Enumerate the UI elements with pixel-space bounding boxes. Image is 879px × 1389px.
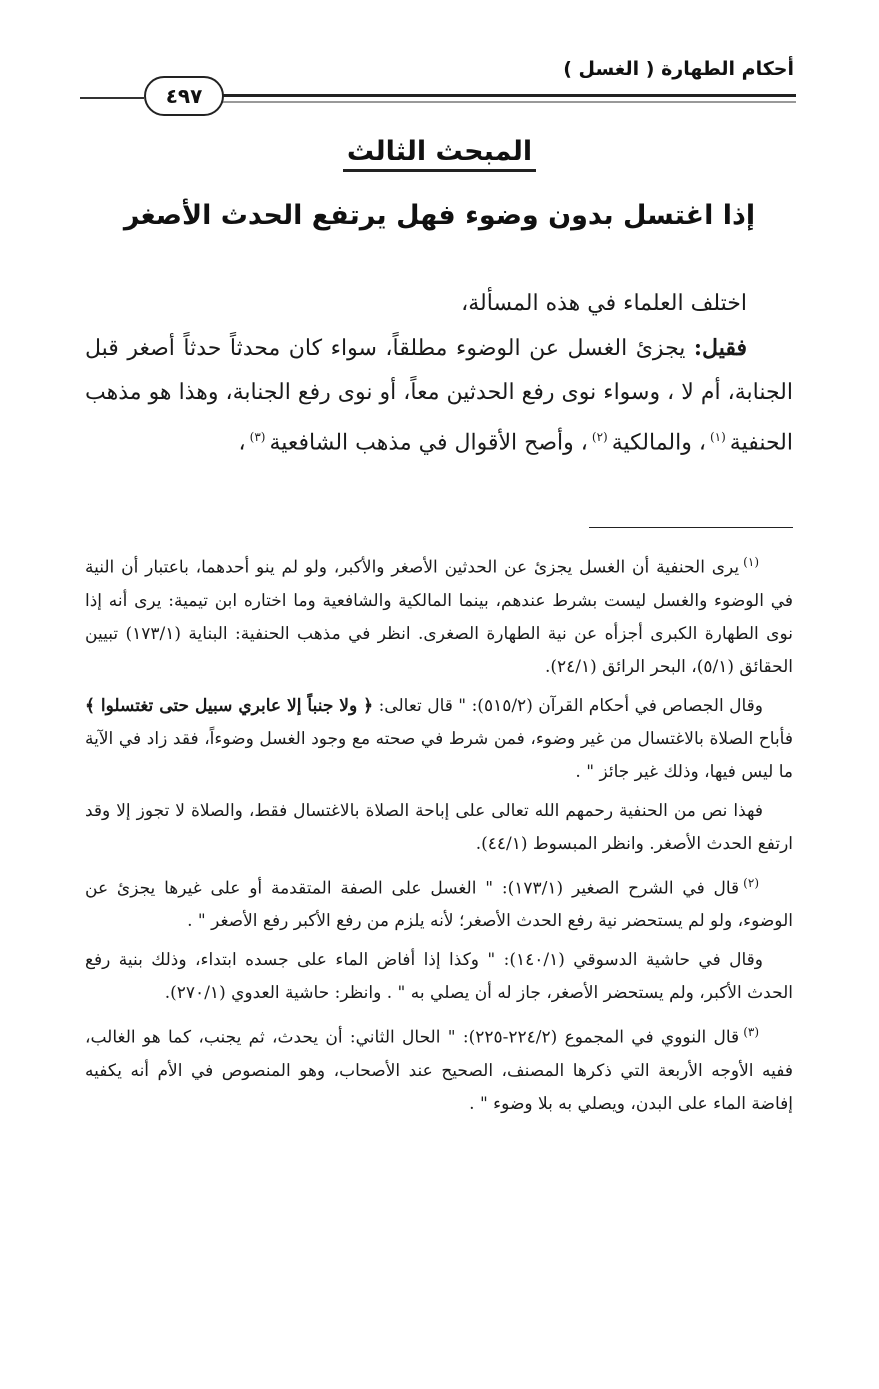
header-rule bbox=[218, 94, 796, 97]
footnote-1-paragraph bbox=[85, 690, 793, 789]
page-number: ٤٩٧ bbox=[144, 76, 224, 116]
footnote-separator bbox=[589, 527, 793, 528]
section-title: إذا اغتسل بدون وضوء فهل يرتفع الحدث الأصغر bbox=[123, 200, 756, 231]
footnote-1-paragraph: فهذا نص من الحنفية رحمهم الله تعالى على إباحة الصلاة بالاغتسال فقط، والصلاة لا تجوز إلا وقد ارتفع الحدث الأصغر. وانظر المبسوط (٤٤/١). bbox=[85, 800, 793, 854]
intro-paragraph: اختلف العلماء في هذه المسألة، bbox=[461, 291, 747, 316]
footnote-text: فأباح الصلاة بالاغتسال من غير وضوء، فمن شرط في صحته مع وجود الغسل وضوءاً، فقد زاد في الآية ما ليس فيها، وذلك غير جائز " . bbox=[85, 728, 793, 782]
paragraph-text: ، والمالكية bbox=[611, 430, 706, 456]
quran-quote: ﴿ ولا جنباً إلا عابري سبيل حتى تغتسلوا ﴾ bbox=[85, 695, 374, 716]
paragraph-text: ، وأصح الأقوال في مذهب الشافعية bbox=[269, 430, 588, 456]
chapter-title-text: المبحث الثالث bbox=[343, 136, 536, 172]
running-title: أحكام الطهارة ( الغسل ) bbox=[563, 58, 794, 80]
footnote-text: قال النووي في المجموع (٢٢٤/٢-٢٢٥): " الحال الثاني: أن يحدث، ثم يجنب، كما هو الغالب، ففيه الأوجه الأربعة التي ذكرها المصنف، الصحيح عند الأصحاب، وهو المنصوص في الأم أنه يكفيه إفاضة الماء على البدن، ويصلي به بلا وضوء " . bbox=[85, 1027, 793, 1114]
footnote-2-paragraph: وقال في حاشية الدسوقي (١٤٠/١): " وكذا إذا أفاض الماء على جسده ابتداء، وذلك بنية رفع الحدث الأكبر، ولم يستحضر الأصغر، جاز له أن يصلي به " . وانظر: حاشية العدوي (٢٧٠/١). bbox=[85, 950, 793, 1004]
footnote-marker-3: (٣) bbox=[743, 1025, 760, 1040]
opinion-lead: فقيل: bbox=[693, 335, 747, 361]
header-rule-secondary bbox=[218, 101, 796, 103]
footnote-text: يرى الحنفية أن الغسل يجزئ عن الحدثين الأصغر والأكبر، ولو لم ينو أحدهما، باعتبار أن النية في الوضوء والغسل ليست بشرط عندهم، بينما المالكية والشافعية وما اختاره ابن تيمية: يرى أنه إذا نوى الطهارة الكبرى أجزأه عن نية الطهارة الصغرى. انظر في مذهب الحنفية: البناية (١٧٣/١) تبيين الحقائق (٥/١)، البحر الرائق (٢٤/١). bbox=[85, 557, 793, 677]
footnote-3 bbox=[85, 1016, 793, 1121]
footnote-marker-1: (١) bbox=[743, 555, 759, 569]
footnotes bbox=[85, 546, 793, 1121]
footnote-marker-2: (٢) bbox=[743, 875, 759, 890]
paragraph-text: ، bbox=[238, 430, 246, 456]
footnote-text: وقال الجصاص في أحكام القرآن (٥١٥/٢): " قال تعالى: bbox=[373, 695, 763, 716]
footnote-ref-3[interactable]: (٣) bbox=[249, 430, 266, 444]
footnote-ref-1[interactable]: (١) bbox=[709, 430, 726, 444]
footnote-text: قال في الشرح الصغير (١٧٣/١): " الغسل على الصفة المتقدمة أو على غيرها يجزئ عن الوضوء، ولو لم يستحضر نية رفع الحدث الأصغر؛ لأنه يلزم من رفع الأكبر رفع الأصغر " . bbox=[85, 878, 793, 932]
page-header bbox=[80, 56, 796, 112]
header-rule-left bbox=[80, 97, 144, 99]
paragraph-text: يجزئ الغسل عن الوضوء مطلقاً، سواء كان محدثاً حدثاً أصغر قبل الجنابة، أم لا ، وسواء نوى رفع الحدثين معاً، أو نوى رفع الجنابة، وهذا هو مذهب الحنفية bbox=[85, 336, 793, 456]
chapter-title bbox=[0, 136, 879, 167]
footnote-1 bbox=[85, 546, 793, 684]
footnote-ref-2[interactable]: (٢) bbox=[591, 430, 608, 444]
footnote-2 bbox=[85, 867, 793, 939]
first-opinion-paragraph bbox=[85, 326, 793, 465]
main-text bbox=[85, 282, 793, 465]
